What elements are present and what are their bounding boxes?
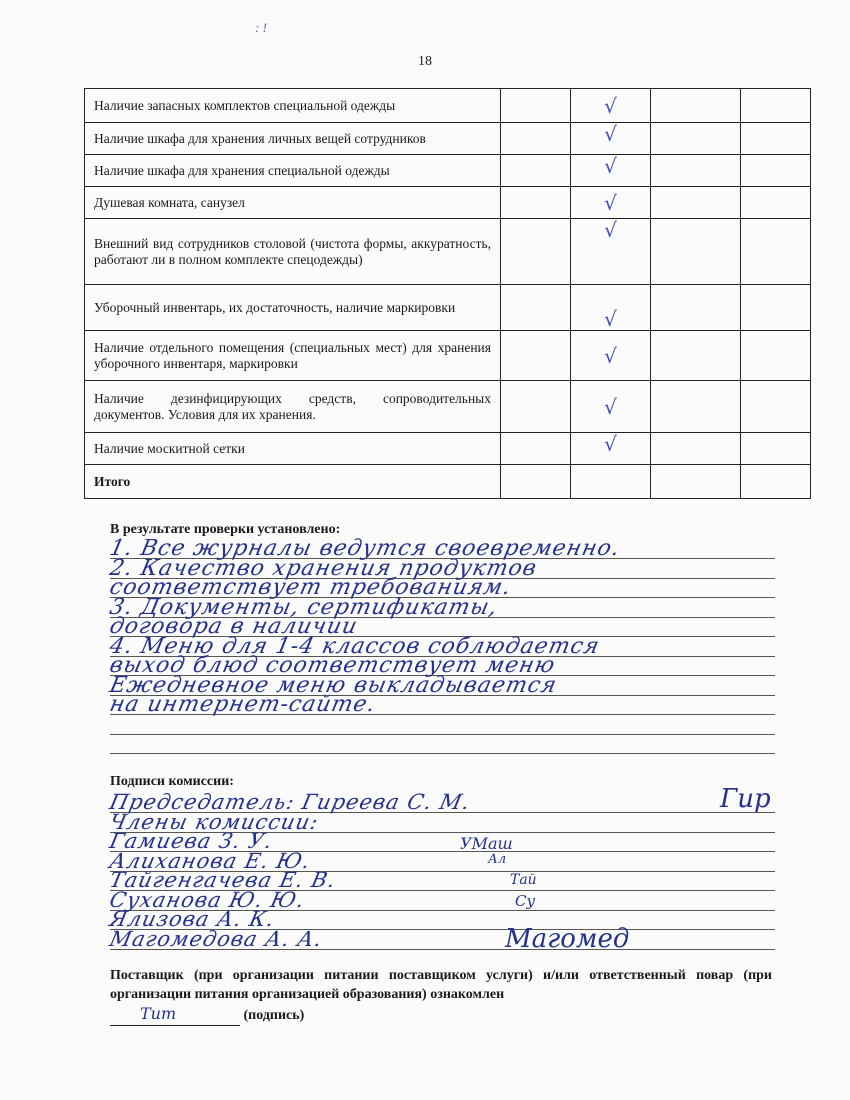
check-mark: √ <box>571 285 651 331</box>
findings-lines <box>107 536 775 760</box>
inspection-checklist-table <box>84 88 811 499</box>
criterion-text: Наличие запасных комплектов специальной одежды <box>85 89 501 123</box>
page-number: 18 <box>418 54 432 69</box>
findings-heading: В результате проверки установлено: <box>110 522 341 537</box>
handwritten-member: Алиханова Е. Ю. <box>107 848 314 873</box>
check-mark: √ <box>571 331 651 381</box>
check-mark: √ <box>571 155 651 187</box>
member-signature: Су <box>515 892 536 910</box>
handwritten-finding: 4. Меню для 1-4 классов соблюдается <box>107 633 603 659</box>
total-label: Итого <box>85 465 501 499</box>
checklist-row <box>85 89 811 123</box>
commission-heading: Подписи комиссии: <box>110 774 234 789</box>
total-row <box>85 465 811 499</box>
check-mark: √ <box>571 123 651 155</box>
member-signature: Гир <box>720 784 771 814</box>
checklist-row <box>85 331 811 381</box>
criterion-text: Наличие москитной сетки <box>85 433 501 465</box>
handwritten-member: Гамиева З. У. <box>107 829 276 853</box>
handwritten-finding: на интернет-сайте. <box>107 692 379 717</box>
checklist-row <box>85 187 811 219</box>
criterion-text: Наличие отдельного помещения (специальных мест) для хранения уборочного инвентаря, маркировки <box>85 331 501 381</box>
criterion-text: Уборочный инвентарь, их достаточность, наличие маркировки <box>85 285 501 331</box>
handwritten-member: Тайгенгачева Е. В. <box>107 868 339 892</box>
supplier-acknowledgement <box>110 966 772 1026</box>
checklist-row <box>85 219 811 285</box>
checklist-row <box>85 381 811 433</box>
checklist-row <box>85 123 811 155</box>
ink-mark: : ! <box>255 20 267 35</box>
criterion-text: Наличие шкафа для хранения специальной одежды <box>85 155 501 187</box>
checklist-row <box>85 155 811 187</box>
checklist-row <box>85 285 811 331</box>
check-mark: √ <box>571 433 651 465</box>
check-mark: √ <box>571 187 651 219</box>
handwritten-member: Ялизова А. К. <box>107 907 278 931</box>
handwritten-finding: соответствует требованиям. <box>107 575 514 600</box>
signature-label: (подпись) <box>243 1008 305 1023</box>
acknowledgement-signature: Тит <box>140 1004 177 1023</box>
handwritten-finding: 2. Качество хранения продуктов <box>107 555 540 581</box>
handwritten-member: Суханова Ю. Ю. <box>107 887 308 912</box>
acknowledgement-text: Поставщик (при организации питании поставщиком услуги) и/или ответственный повар (при организации питания организацией образования) ознакомлен <box>110 968 772 1002</box>
member-signature: Ал <box>488 852 507 867</box>
criterion-text: Внешний вид сотрудников столовой (чистота формы, аккуратность, работают ли в полном комплекте спецодежды) <box>85 219 501 285</box>
criterion-text: Наличие шкафа для хранения личных вещей сотрудников <box>85 123 501 155</box>
check-mark: √ <box>571 381 651 433</box>
checklist-row <box>85 433 811 465</box>
handwritten-finding: договора в наличии <box>107 614 361 639</box>
member-signature: УМаш <box>460 834 513 853</box>
handwritten-member: Магомедова А. А. <box>107 926 325 951</box>
handwritten-member: Члены комиссии: <box>107 809 321 834</box>
signature-blank <box>110 1004 240 1026</box>
check-mark: √ <box>571 89 651 123</box>
commission-signatures <box>107 784 775 954</box>
check-mark: √ <box>571 219 651 285</box>
handwritten-member: Председатель: Гиреева С. М. <box>107 790 473 814</box>
member-signature: Тай <box>510 872 537 888</box>
handwritten-finding: 1. Все журналы ведутся своевременно. <box>107 536 623 561</box>
handwritten-finding: 3. Документы, сертификаты, <box>107 594 501 620</box>
criterion-text: Душевая комната, санузел <box>85 187 501 219</box>
criterion-text: Наличие дезинфицирующих средств, сопроводительных документов. Условия для их хранения. <box>85 381 501 433</box>
member-signature: Магомед <box>505 924 630 954</box>
handwritten-finding: выход блюд соответствует меню <box>107 653 558 678</box>
handwritten-finding: Ежедневное меню выкладывается <box>107 672 560 698</box>
